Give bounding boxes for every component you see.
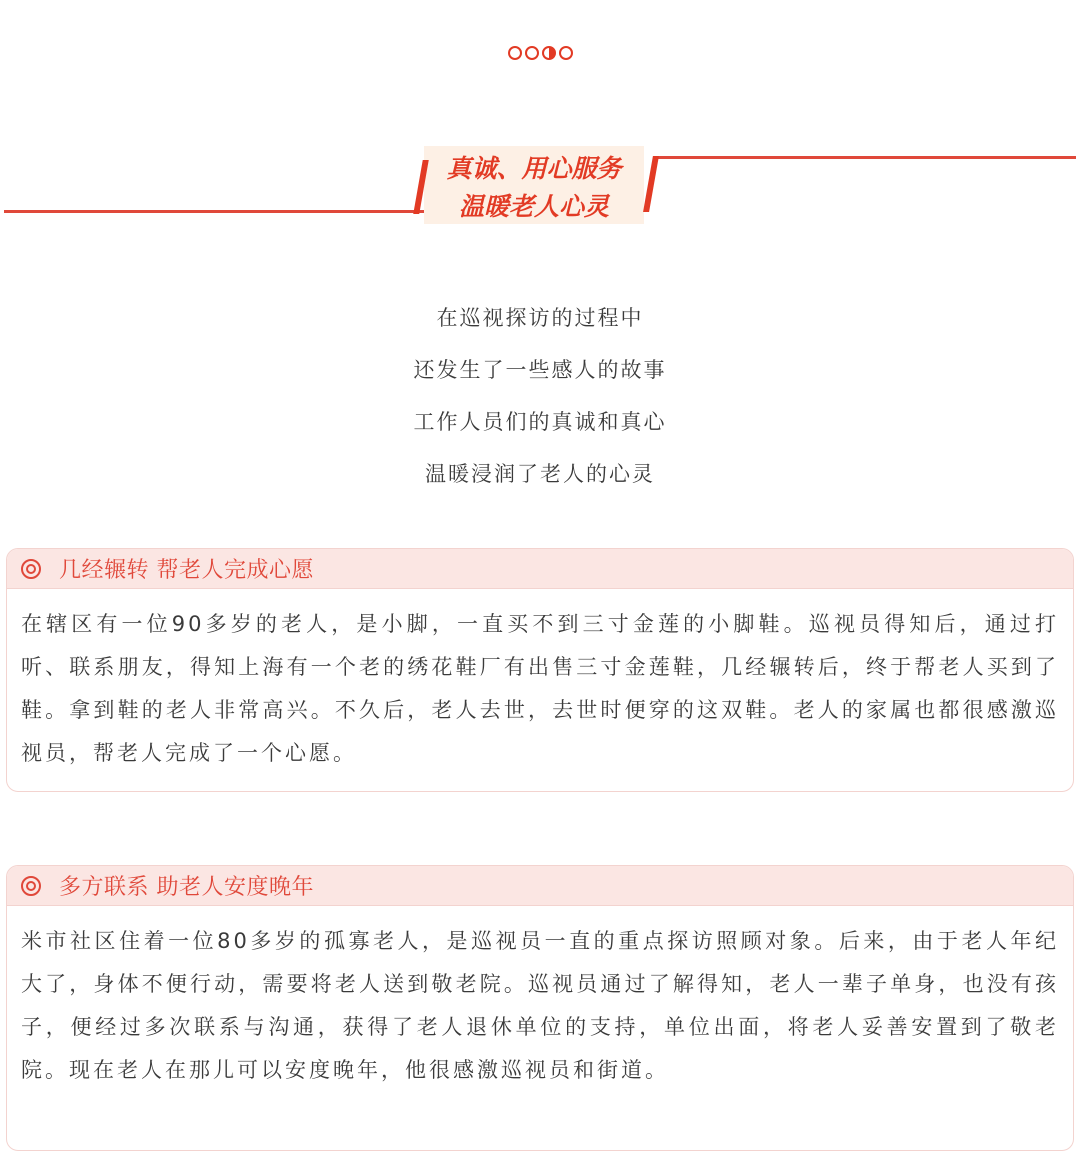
intro-line: 工作人员们的真诚和真心 (413, 410, 667, 434)
banner-title (424, 150, 644, 226)
story-card (6, 865, 1074, 1151)
intro-text (0, 292, 1080, 500)
banner-title-line-1: 真诚、用心服务 (446, 154, 622, 183)
decorative-dots (0, 46, 1080, 60)
banner-line-left (4, 210, 424, 213)
banner-slash-right (643, 156, 659, 212)
intro-line: 温暖浸润了老人的心灵 (425, 462, 655, 486)
story-card (6, 548, 1074, 792)
dot-icon (508, 46, 522, 60)
dot-icon (559, 46, 573, 60)
story-card-title: 几经辗转 帮老人完成心愿 (59, 558, 314, 583)
dot-icon (525, 46, 539, 60)
story-card-header (7, 866, 1073, 906)
target-icon (21, 876, 41, 896)
intro-line: 在巡视探访的过程中 (436, 306, 644, 330)
story-card-body: 在辖区有一位90多岁的老人，是小脚，一直买不到三寸金莲的小脚鞋。巡视员得知后，通过打听、联系朋友，得知上海有一个老的绣花鞋厂有出售三寸金莲鞋，几经辗转后，终于帮老人买到了鞋。拿到鞋的老人非常高兴。不久后，老人去世，去世时便穿的这双鞋。老人的家属也都很感激巡视员，帮老人完成了一个心愿。 (21, 612, 1059, 765)
intro-line: 还发生了一些感人的故事 (413, 358, 667, 382)
banner-line-right (654, 156, 1076, 159)
target-icon (21, 559, 41, 579)
half-dot-icon (542, 46, 556, 60)
banner-title-line-2: 温暖老人心灵 (458, 192, 609, 221)
story-card-header (7, 549, 1073, 589)
story-card-body: 米市社区住着一位80多岁的孤寡老人，是巡视员一直的重点探访照顾对象。后来，由于老人年纪大了，身体不便行动，需要将老人送到敬老院。巡视员通过了解得知，老人一辈子单身，也没有孩子，便经过多次联系与沟通，获得了老人退休单位的支持，单位出面，将老人妥善安置到了敬老院。现在老人在那儿可以安度晚年，他很感激巡视员和街道。 (21, 929, 1059, 1082)
story-card-title: 多方联系 助老人安度晚年 (59, 875, 314, 900)
